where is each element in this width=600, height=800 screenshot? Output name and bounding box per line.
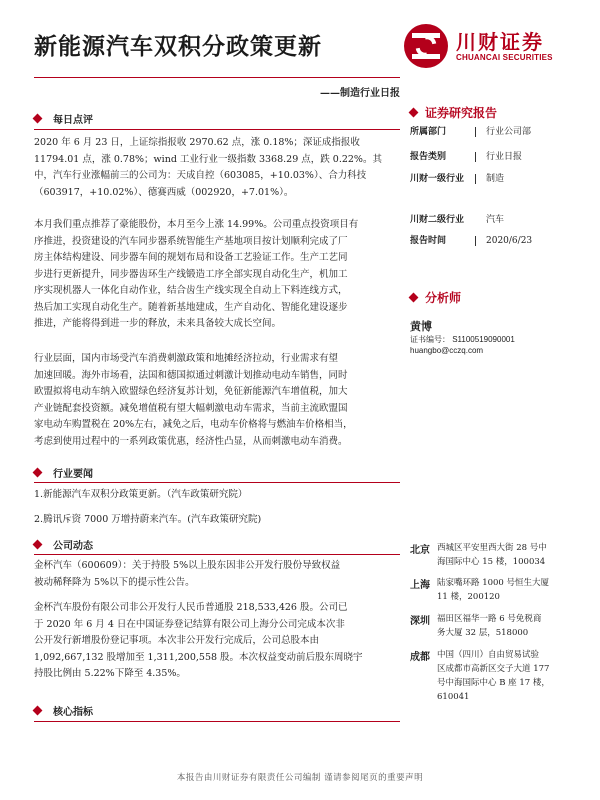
info-row-secondary-industry: 川财二级行业 汽车: [410, 215, 505, 225]
diamond-bullet-icon: [409, 293, 419, 303]
report-type-heading: 证券研究报告: [410, 104, 497, 121]
analyst-email[interactable]: huangbo@cczq.com: [410, 346, 484, 355]
info-row-report-category: 报告类别 行业日报: [410, 152, 523, 162]
diamond-bullet-icon: [409, 108, 419, 118]
logo-emblem-icon: [404, 24, 448, 68]
info-row-primary-industry: 川财一级行业 制造: [410, 174, 505, 184]
analyst-cert: 证书编号： S1100519090001: [410, 335, 515, 344]
section-heading-daily-review: 每日点评: [34, 111, 93, 125]
section-divider: [34, 554, 400, 555]
diamond-bullet-icon: [33, 705, 43, 715]
report-title: 新能源汽车双积分政策更新: [34, 33, 322, 60]
diamond-bullet-icon: [33, 539, 43, 549]
company-news-paragraph-2: 金杯汽车股份有限公司非公开发行人民币普通股 218,533,426 股。公司已 于 2020 年 6 月 4 日在中国证券登记结算有限公司上海分公司完成本次非 公开发行新增股份登记事项。本次非公开发行完成后，公司总股本由 1,092,667,132 股增加至 1,311,200,558 股。本次权益变动前后股东周晓宇 持股比例由 5.22%下降至 4.35%。: [34, 602, 363, 679]
info-row-report-date: 报告时间 2020/6/23: [410, 236, 533, 246]
company-news-paragraph-1: 金杯汽车（600609）：关于持股 5%以上股东因非公开发行股份导致权益 被动稀释降为 5%以下的提示性公告。: [34, 560, 341, 588]
daily-review-paragraph-3: 行业层面，国内市场受汽车消费刺激政策和地摊经济拉动，行业需求有望 加速回暖。海外市场看，法国和德国拟通过刺激计划推动电动车销售，同时 欧盟拟将电动车纳入欧盟绿色经济复苏计划，免征新能源汽车增值税，加大 产业链配套投资额。减免增值税有望大幅刺激电动车需求，当前主流欧盟国 家电动车购置税在 20%左右，减免之后，电动车价格将与燃油车价格相当， 考虑到使用过程中的一系列政策优惠，经济性凸显，从而刺激电动车消费。: [34, 353, 353, 447]
section-divider: [34, 482, 400, 483]
diamond-bullet-icon: [33, 113, 43, 123]
section-heading-industry-news: 行业要闻: [34, 465, 93, 479]
report-subtitle: ——制造行业日报: [320, 88, 400, 99]
title-divider: [34, 77, 400, 78]
industry-news-item-1: 1.新能源汽车双积分政策更新。（汽车政策研究院）: [34, 489, 248, 500]
section-heading-company-news: 公司动态: [34, 537, 93, 551]
logo-name-en: CHUANCAI SECURITIES: [456, 53, 553, 62]
industry-news-item-2: 2.腾讯斥资 7000 万增持蔚来汽车。(汽车政策研究院): [34, 514, 262, 525]
company-logo: [404, 24, 564, 68]
daily-review-paragraph-2: 本月我们重点推荐了豪能股份，本月至今上涨 14.99%。公司重点投资项目有 序推进，投资建设的汽车同步器系统智能生产基地项目按计划顺利完成了厂 房主体结构建设、同步器车间的规划布局和设备工艺验证工作。生产工艺同 步进行更新提升，同步器齿环生产线锻造工序全部实现自动化生产，机加工 序实现机器人一体化自动作业，结合齿生产线实现全自动上下料连线方式， 热后加工实现自动化生产。随着新基地建成，生产自动化、智能化建设逐步 推进，产能将得到进一步的释放，未来具备较大成长空间。: [34, 219, 359, 329]
analyst-heading: 分析师: [410, 289, 461, 306]
diamond-bullet-icon: [33, 467, 43, 477]
daily-review-paragraph-1: 2020 年 6 月 23 日，上证综指报收 2970.62 点，涨 0.18%；深证成指报收 11794.01 点，涨 0.78%；wind 工业行业一级指数 3368.29 点，跌 0.22%。其 中，汽车行业涨幅前三的公司为：天成自控（603085，+10.03%）、合力科技 （603917，+10.02%）、德赛西威（002920，+7.01%）。: [34, 137, 382, 198]
analyst-name: 黄博: [410, 320, 432, 333]
section-heading-core-indicators: 核心指标: [34, 703, 93, 717]
section-divider: [34, 129, 400, 130]
info-row-department: 所属部门 行业公司部: [410, 127, 532, 137]
page-footer: 本报告由川财证券有限责任公司编制 谨请参阅尾页的重要声明: [176, 773, 424, 783]
section-divider: [34, 721, 400, 722]
logo-name-cn: 川财证券: [456, 30, 544, 54]
